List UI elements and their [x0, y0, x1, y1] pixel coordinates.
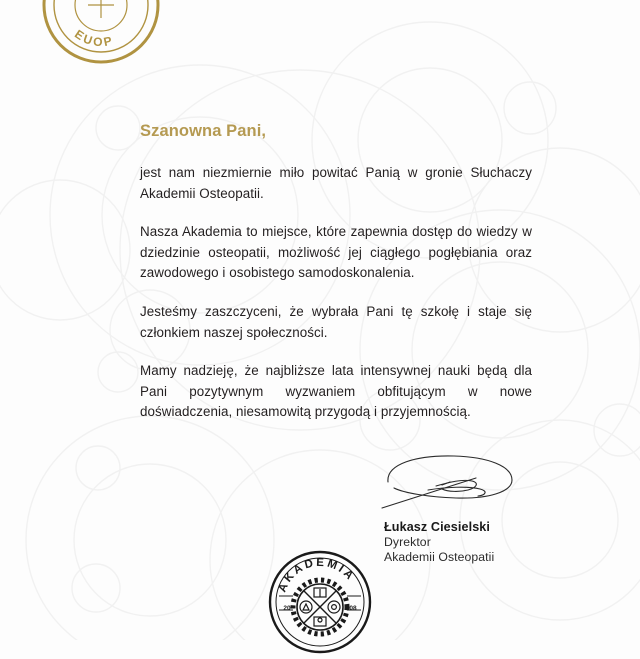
- akademia-badge-logo: [268, 550, 372, 654]
- letter-paragraph: Jesteśmy zaszczyceni, że wybrała Pani tę szkołę i staje się członkiem naszej społeczności.: [140, 303, 532, 340]
- gear-ring-icon: [293, 580, 347, 634]
- letter-body: [140, 122, 532, 423]
- top-seal-text: EUOP: [72, 26, 116, 50]
- badge-year-right: 08: [349, 605, 357, 612]
- top-gold-seal: [40, 0, 162, 66]
- letter-paragraph: Mamy nadzieję, że najbliższe lata intensywnej nauki będą dla Pani pozytywnym wyzwaniem obfitującym w nowe doświadczenia, niesamowitą przygodą i przyjemnością.: [140, 363, 532, 420]
- badge-arc-text: AKADEMIA: [276, 556, 357, 595]
- letter-paragraph: Nasza Akademia to miejsce, które zapewnia dostęp do wiedzy w dziedzinie osteopatii, możliwość jej ciągłego pogłębiania oraz zawodowego i osobistego samodoskonalenia.: [140, 224, 532, 281]
- handwritten-signature-icon: [376, 452, 536, 514]
- letter-paragraph: jest nam niezmiernie miło powitać Panią w gronie Słuchaczy Akademii Osteopatii.: [140, 165, 532, 201]
- badge-year-left: 20: [283, 605, 291, 612]
- signature-block: [372, 452, 552, 564]
- signer-title: Dyrektor: [384, 535, 431, 549]
- signer-name: Łukasz Ciesielski: [384, 520, 491, 534]
- salutation: Szanowna Pani,: [140, 122, 267, 140]
- signer-organization: Akademii Osteopatii: [384, 550, 495, 564]
